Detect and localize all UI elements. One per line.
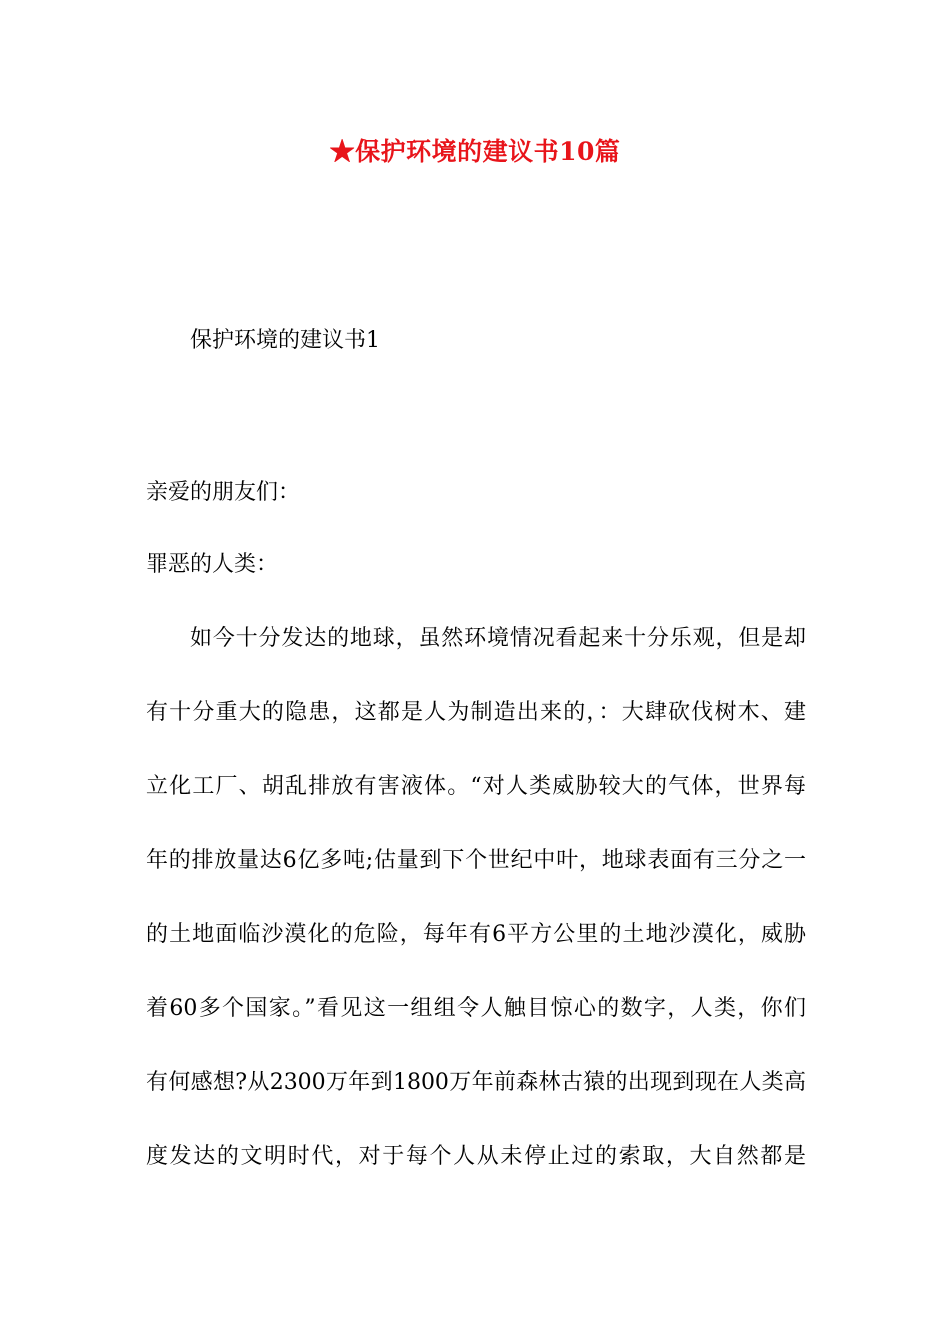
paragraph-line: 有何感想?从2300万年到1800万年前森林古猿的出现到现在人类高 bbox=[146, 1070, 806, 1095]
salutation-humans: 罪恶的人类： bbox=[146, 552, 279, 577]
section-heading: 保护环境的建议书1 bbox=[190, 328, 380, 353]
paragraph-line: 年的排放量达6亿多吨;估量到下个世纪中叶，地球表面有三分之一 bbox=[146, 848, 806, 873]
paragraph-line: 度发达的文明时代，对于每个人从未停止过的索取，大自然都是 bbox=[146, 1144, 806, 1169]
paragraph-line: 着60多个国家。”看见这一组组令人触目惊心的数字，人类，你们 bbox=[146, 996, 806, 1021]
paragraph-line: 的土地面临沙漠化的危险，每年有6平方公里的土地沙漠化，威胁 bbox=[146, 922, 806, 947]
document-title: ★保护环境的建议书10篇 bbox=[329, 137, 621, 166]
paragraph-line: 立化工厂、胡乱排放有害液体。“对人类威胁较大的气体，世界每 bbox=[146, 774, 806, 799]
salutation-friends: 亲爱的朋友们： bbox=[146, 480, 301, 505]
paragraph-line: 有十分重大的隐患，这都是人为制造出来的，：大肆砍伐树木、建 bbox=[146, 700, 806, 725]
paragraph-line: 如今十分发达的地球，虽然环境情况看起来十分乐观，但是却 bbox=[190, 626, 806, 651]
